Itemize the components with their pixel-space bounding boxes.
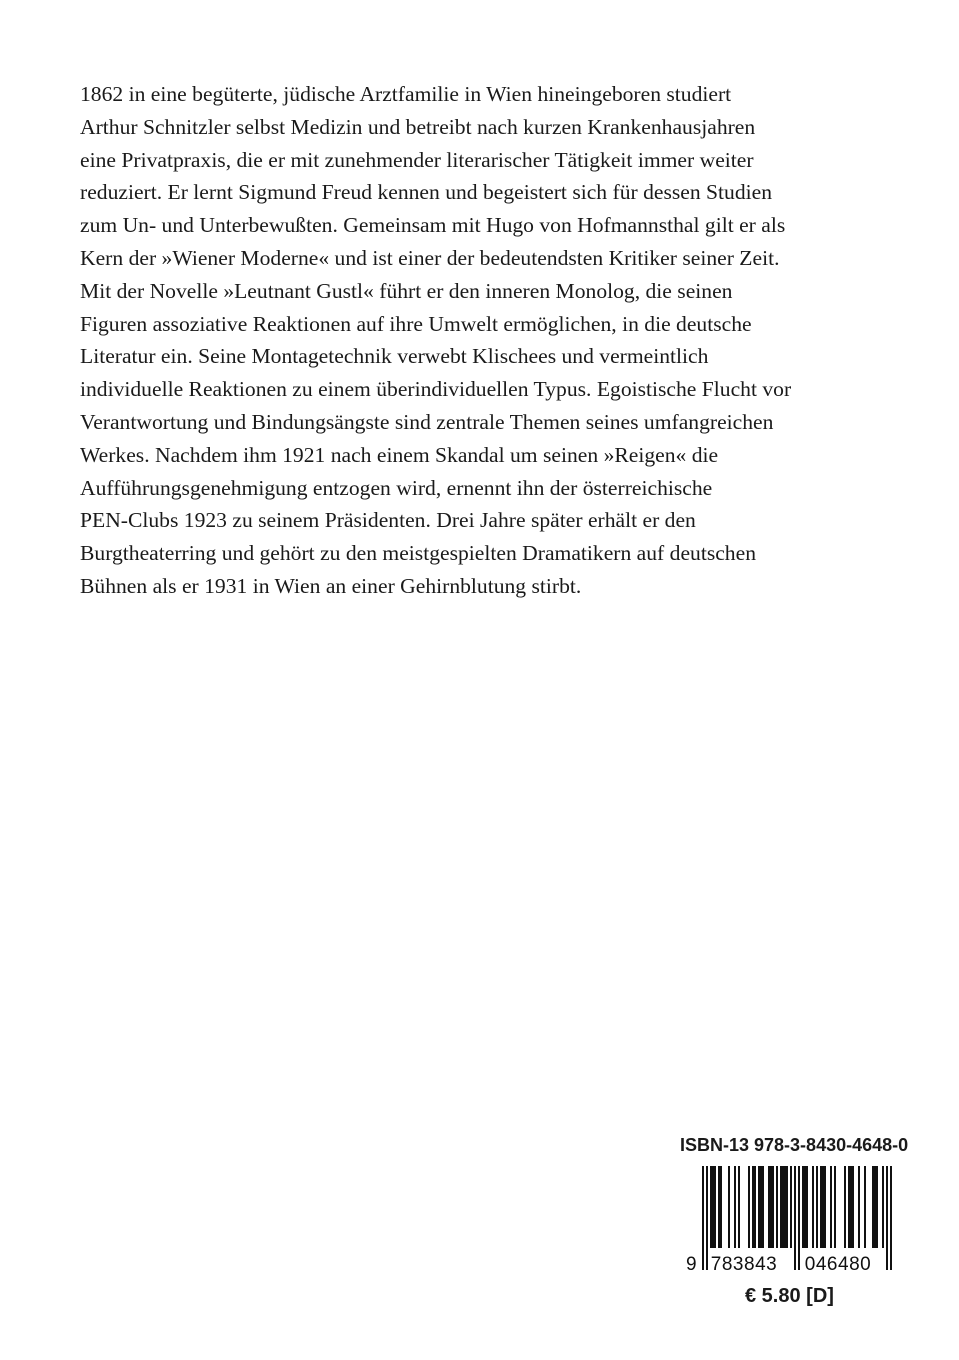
barcode-bar [834, 1166, 836, 1248]
blurb-line: Aufführungsgenehmigung entzogen wird, ernennt ihn der österreichische [80, 475, 713, 500]
barcode-bar [718, 1166, 720, 1248]
barcode-bar [790, 1166, 792, 1248]
barcode-left-digits: 783843 [710, 1254, 778, 1274]
barcode-bar [760, 1166, 762, 1248]
barcode-bar [784, 1166, 786, 1248]
barcode-bar [762, 1166, 764, 1248]
barcode-bar [782, 1166, 784, 1248]
barcode-bar [844, 1166, 846, 1248]
barcode-guard-bar [798, 1166, 800, 1270]
blurb-line: individuelle Reaktionen zu einem überindividuellen Typus. Egoistische Flucht vor [80, 377, 792, 402]
barcode-bar [802, 1166, 804, 1248]
barcode-bar [820, 1166, 822, 1248]
blurb-line: Mit der Novelle »Leutnant Gustl« führt er den inneren Monolog, die seinen [80, 278, 733, 303]
blurb-line: PEN-Clubs 1923 zu seinem Präsidenten. Drei Jahre später erhält er den [80, 508, 696, 533]
back-cover-blurb [80, 78, 890, 603]
barcode-bar [770, 1166, 772, 1248]
barcode-bar [786, 1166, 788, 1248]
barcode-bar [858, 1166, 860, 1248]
barcode-bar [780, 1166, 782, 1248]
isbn-barcode [684, 1166, 892, 1274]
barcode-bar [768, 1166, 770, 1248]
barcode-guard-bar [886, 1166, 888, 1270]
barcode-bar [812, 1166, 814, 1248]
barcode-guard-bar [706, 1166, 708, 1270]
barcode-bar [772, 1166, 774, 1248]
blurb-line: Literatur ein. Seine Montagetechnik verwebt Klischees und vermeintlich [80, 344, 709, 369]
barcode-bar [710, 1166, 712, 1248]
barcode-bar [822, 1166, 824, 1248]
barcode-bar [872, 1166, 874, 1248]
blurb-line: Figuren assoziative Reaktionen auf ihre Umwelt ermöglichen, in die deutsche [80, 311, 752, 336]
blurb-line: Bühnen als er 1931 in Wien an einer Gehirnblutung stirbt. [80, 573, 582, 598]
barcode-bar [816, 1166, 818, 1248]
barcode-bar [728, 1166, 730, 1248]
barcode-bar [752, 1166, 754, 1248]
blurb-line: reduziert. Er lernt Sigmund Freud kennen und begeistert sich für dessen Studien [80, 180, 773, 205]
blurb-line: Verantwortung und Bindungsängste sind zentrale Themen seines umfangreichen [80, 409, 774, 434]
barcode-bar [830, 1166, 832, 1248]
blurb-line: zum Un- und Unterbewußten. Gemeinsam mit Hugo von Hofmannsthal gilt er als [80, 213, 786, 238]
barcode-bar [850, 1166, 852, 1248]
barcode-bar [748, 1166, 750, 1248]
isbn-label: ISBN-13 978-3-8430-4648-0 [680, 1135, 909, 1155]
barcode-guard-bar [794, 1166, 796, 1270]
barcode-bar [804, 1166, 806, 1248]
barcode-guard-bar [702, 1166, 704, 1270]
barcode-bar [882, 1166, 884, 1248]
barcode-bar [874, 1166, 876, 1248]
barcode-bar [754, 1166, 756, 1248]
barcode-bar [758, 1166, 760, 1248]
price-label: € 5.80 [D] [745, 1285, 834, 1307]
blurb-line: 1862 in eine begüterte, jüdische Arztfamilie in Wien hineingeboren studiert [80, 82, 732, 106]
barcode-bar [720, 1166, 722, 1248]
barcode-guard-bar [890, 1166, 892, 1270]
barcode-bar [714, 1166, 716, 1248]
barcode-lead-digit: 9 [686, 1254, 697, 1274]
barcode-bar [734, 1166, 736, 1248]
blurb-line: Werkes. Nachdem ihm 1921 nach einem Skandal um seinen »Reigen« die [80, 442, 719, 467]
barcode-bar [864, 1166, 866, 1248]
blurb-line: eine Privatpraxis, die er mit zunehmender literarischer Tätigkeit immer weiter [80, 147, 754, 172]
barcode-bar [848, 1166, 850, 1248]
blurb-line: Burgtheaterring und gehört zu den meistgespielten Dramatikern auf deutschen [80, 541, 756, 566]
barcode-right-digits: 046480 [804, 1254, 872, 1274]
barcode-bar [738, 1166, 740, 1248]
barcode-bar [712, 1166, 714, 1248]
blurb-line: Arthur Schnitzler selbst Medizin und betreibt nach kurzen Krankenhausjahren [80, 114, 756, 139]
barcode-bar [776, 1166, 778, 1248]
barcode-bar [824, 1166, 826, 1248]
barcode-bar [806, 1166, 808, 1248]
blurb-line: Kern der »Wiener Moderne« und ist einer der bedeutendsten Kritiker seiner Zeit. [80, 245, 780, 270]
barcode-bar [852, 1166, 854, 1248]
barcode-bar [876, 1166, 878, 1248]
